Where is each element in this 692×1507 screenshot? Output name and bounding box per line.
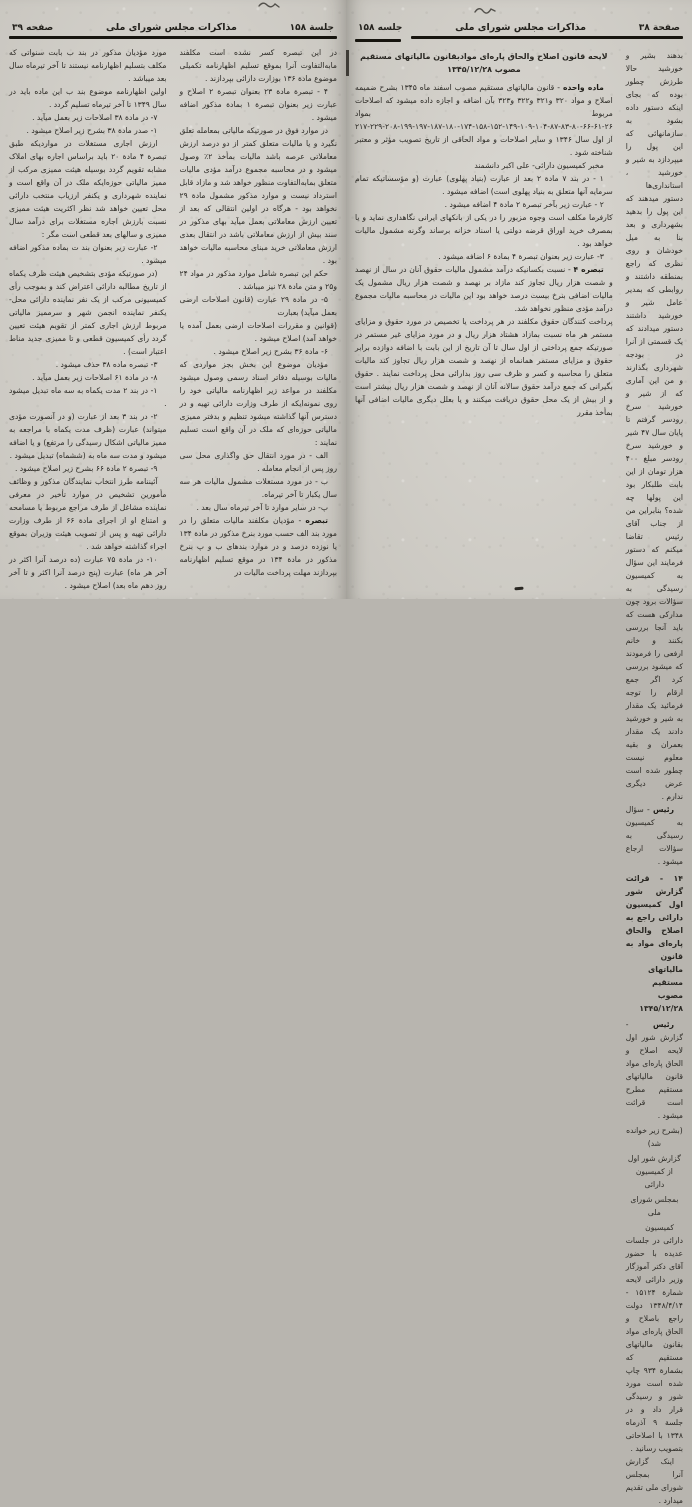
paragraph: ۱- در بند ۲ مدت یکماه به سه ماه تبدیل میشود . [9, 385, 167, 408]
journal-title: مذاکرات مجلس شورای ملی [455, 22, 587, 33]
paragraph: اینک گزارش آنرا بمجلس شورای ملی تقدیم میدارد . [625, 1456, 683, 1505]
paragraph: ۱ - در بند ۷ مادة ۲ بعد از عبارت (بنیاد پهلوی) عبارت (و مؤسساتیکه تمام سرمایه آنها متعلق به بنیاد پهلوی است) اضافه میشود . [355, 173, 613, 196]
paragraph: ۸- در مادة ۶۱ اصلاحات زیر بعمل میآید . [32, 372, 158, 382]
paragraph: ۴ - تبصرة مادة ۲۳ بعنوان تبصرة ۲ اصلاح و عبارت زیر بعنوان تبصرة ۱ بمادة مذکور اضافه میشود . [179, 86, 337, 122]
paragraph: الف - در مورد انتقال حق واگذاری محل سی روز پس از انجام معامله . [179, 450, 337, 473]
paragraph: ۲- در بند ۳ بعد از عبارت (و در آنصورت مؤدی میتواند) عبارت (ظرف مدت یکماه با مراجعه به ممیز مالیاتی اشکال رسیدگی را مرتفع) و یا اضافه میشود و مدت سه ماه به (ششماه) تبدیل میشود . [9, 411, 167, 460]
page-38 [346, 0, 692, 1505]
binding-mark-icon [258, 1, 280, 10]
page-39 [0, 0, 346, 599]
paragraph: ماده واحده - قانون مالیاتهای مستقیم مصوب اسفند ماه ۱۳۴۵ بشرح ضمیمه اصلاح و مواد ۳۲۰ و۳۲۱ و۳۲۲ و۳۲۳ بآن اضافه و اجازه داده میشود که اصلاحات مربوط بمواد ۲۶-۶۱-۶۶-۸۰-۸۳-۸۷-۱۰۴-۱۰۹-۱۴۹-۱۵۲-۱۵۸-۱۷۴-۱۸۰-۱۸۷-۱۹۷-۱۹۹-۲۰۸-۲۲۹-۲۱۷ از اول سال ۱۳۴۶ و سایر اصلاحات و مواد الحاقی از تاریخ تصویب مؤثر و معتبر شناخته شود . [355, 82, 613, 157]
column-left [355, 49, 613, 597]
page-header [9, 22, 337, 33]
binding-mark-icon [474, 6, 496, 15]
paragraph: تبصره - مؤدیان مکلفند مالیات متعلق را در مورد بند الف حسب مورد بنرخ مذکور در مادة ۱۳۴ یا نوزده درصد و در موارد بندهای ب و پ بنرخ مذکور در مادة ۱۳۴ در موقع تسلیم اظهارنامه بپردازند مهلت پرداخت مالیات در [179, 515, 337, 577]
column-right [625, 49, 684, 1505]
paragraph: (قوانین و مقررات اصلاحات ارضی بعمل آمده یا خواهد آمد) اصلاح میشود . [179, 320, 337, 343]
paragraph: ب - در مورد مستغلات مشمول مالیات هر سه سال یکبار تا آخر تیرماه. [179, 476, 337, 499]
page-header [355, 22, 683, 33]
paragraph: بدهند بشیر و خورشید حالا طرزش چطور بوده که بجای اینکه دستور داده بشود به سازمانهائی که این پول را میپردازد به شیر و خورشید ، استانداری‌ها دستور میدهند که این پول را بدهید بشهرداری و بعد بنا به میل خودشان و روی نظری که راجع بمنطقه داشتند و روابطی که بمدیر عامل شیر و خورشید داشتند دستور میدادند که یک قسمتی از آنرا در بودجه شهرداری بگذارند و من این آماری که از شیر و خورشید سرخ رودسر گرفتم تا پایان سال ۴۷ شیر و خورشید سرخ رودسر مبلغ ۴۰۰ هزار تومان از این بابت طلبکار بود این پولها چه شده؟ بنابراین من از جناب آقای رئیس تقاضا میکنم که دستور فرمایند این سؤال به کمیسیون رسیدگی به سؤالات برود چون مدارکی هست که باید آنجا بررسی بکنند و خانم ارفعی را فرمودند که میشود بررسی کرد اگر جمع ارقام را توجه فرمائید یک مقدار به شیر و خورشید دادند یک مقدار بعمران و بقیه معلوم نیست چطور شده است عرض دیگری ندارم . [625, 50, 683, 801]
page-number-label: صفحه ۳۹ [12, 23, 54, 33]
paragraph: ۷- در مادة ۳۸ اصلاحات زیر بعمل میآید . [32, 112, 158, 122]
paragraph: کمیسیون دارائی در جلسات عدیده با حضور آقای دکتر آموزگار وزیر دارائی لایحه شمارة ۱۵۱۲۴ - ۱۳۴۸/۴/۱۴ دولت راجع باصلاح و الحاق پاره‌ای مواد بقانون مالیاتهای مستقیم که بشمارة ۹۳۴ چاپ شده است مورد شور و رسیدگی قرار داد و در جلسة ۹ آذرماه ۱۳۴۸ با اصلاحاتی بتصویب رسانید . [625, 1222, 684, 1453]
header-rule-short [355, 39, 401, 42]
paragraph: رئیس - سؤال به کمیسیون رسیدگی به سؤالات ارجاع میشود . [625, 804, 683, 866]
paragraph: حکم این تبصره شامل موارد مذکور در مواد ۲۴ و۲۵ و متن مادة ۲۸ نیز میباشد . [179, 268, 337, 291]
paragraph: پ- در سایر موارد تا آخر تیرماه سال بعد . [196, 502, 328, 512]
session-label: جلسة ۱۵۸ [289, 23, 334, 33]
column-right [180, 46, 338, 594]
session-label: جلسه ۱۵۸ [358, 23, 403, 33]
page-number-label: صفحة ۳۸ [638, 23, 680, 33]
paragraph: ۹- تبصرة ۲ مادة ۶۶ بشرح زیر اصلاح میشود . [14, 463, 158, 473]
section-heading: لایحه قانون اصلاح والحاق پاره‌ای موادبقانون مالیاتهای مستقیم مصوب ۱۳۴۵/۱۲/۲۸ [360, 51, 608, 74]
paragraph: ۵- در مادة ۲۹ عبارت (قانون اصلاحات ارضی بعمل میآید) بعبارت [179, 294, 337, 317]
lead-term: رئیس [652, 1019, 674, 1029]
text-columns [9, 46, 337, 594]
paragraph: (بشرح زیر خوانده شد) [626, 1125, 683, 1148]
paragraph: آئیننامه طرز انتخاب نمایندگان مذکور و وظائف مأمورین تشخیص در موارد تأخیر در معرفی نماینده مشاغل از طرف مراجع مربوط یا مسامحه و امتناع او از اجرای مادة ۶۶ از طرف وزارت دارائی تهیه و پس از تصویب هیئت وزیران بموقع اجراء گذاشته خواهد شد . [9, 476, 167, 551]
lead-term: تبصره ۴ [573, 264, 604, 274]
paragraph: پرداخت کنندگان حقوق مکلفند در هر پرداخت یا تخصیص در مورد حقوق و مزایای مستمر هر ماه نسبت بمازاد هشتاد هزار ریال و در مورد مزایای غیر مستمر در صورتیکه جمع پرداختی از اول سال تا آن تاریخ از این بابت با اضافه دوازده برابر حقوق و مزایای مستمر همانماه از نهصد و شصت هزار ریال تجاوز کند مالیات متعلق را محاسبه و کسر و ظرف سی روز بدارائی محل پرداخت نمایند . حقوق بگیرانی که جمع درآمد حقوق سالانه آنان از نهصد و شصت هزار ریال بیشتر است و از بیش از یک محل حقوق دریافت میکنند و یا بعلل دیگری مالیات اضافی آنها بمأخذ مقرر [355, 316, 613, 417]
paragraph: رئیس - گزارش شور اول لایحه اصلاح و الحاق پاره‌ای مواد قانون مالیاتهای مستقیم مطرح است قرائت میشود . [625, 1019, 683, 1120]
header-rule [355, 36, 683, 42]
paragraph: در موارد فوق در صورتیکه مالیاتی بمعامله تعلق نگیرد و یا مالیات متعلق کمتر از دو درصد ارزش معاملاتی عرصه باشد مالیات بمأخذ ۲٪ وصول میشود و در محاسبه مجموع درآمد مؤدی مالیات متعلق بمابه‌التفاوت منظور خواهد شد و مازاد قابل استرداد نیست و موارد مذکور مشمول مادة ۲۹ نخواهد بود - هرگاه در اولین انتقالی که بعد از تعیین ارزش معاملاتی بعمل میآید بهای مذکور در سند بیش از ارزش معاملاتی باشد در انتقال بعدی ارزش معاملاتی خرید مبنای محاسبه مالیات خواهد بود . [179, 125, 337, 265]
paragraph: ۲ - عبارت زیر بآخر تبصرة ۲ مادة ۴ اضافه میشود . [444, 199, 604, 209]
paragraph: ۳- عبارت زیر بعنوان تبصرة ۴ بمادة ۶ اضافه میشود . [438, 251, 604, 261]
paragraph: تبصره ۴ - نسبت بکسانیکه درآمد مشمول مالیات حقوق آنان در سال از نهصد و شصت هزار ریال تجاوز کند مازاد بر نهصد و شصت هزار ریال مشمول یک مالیات اضافی بنرخ بیست درصد خواهد بود این مالیات در محاسبه مالیات مجموع درآمد مؤدی منظور نخواهد شد. [355, 264, 613, 313]
paragraph: ارزش اجاری مستغلات در مواردیکه طبق تبصرة ۴ مادة ۲۰ باید براساس اجاره بهای املاک مشابه تقویم گردد بوسیله هیئت ممیزی مرکب از ممیز مالیاتی حوزه‌ایکه ملک در آن واقع است و نماینده شهرداری و یکنفر ارزیاب منتخب دارائی محل تعیین خواهد شد نظر اکثریت هیئت ممیزی نسبت بارزش اجاره مستغلات برای درآمد سال ممیزی و سالهای بعد قطعی است مگر : [9, 138, 167, 239]
section-heading: ۱۴ - قرائت گزارش شور اول کمیسیون دارائی راجع به اصلاح والحاق پاره‌ای مواد به قانون مالیاتهای مستقیم مصوب ۱۳۴۵/۱۲/۲۸ [625, 873, 683, 1013]
paragraph: در این تبصره کسر نشده است مکلفند مابه‌التفاوت آنرا بموقع تسلیم اظهارنامه تکمیلی موضوع مادة ۱۳۶ بوزارت دارائی بپردازند . [179, 47, 337, 83]
paragraph: (در صورتیکه مؤدی بتشخیص هیئت ظرف یکماه از تاریخ مطالبه دارائی اعتراض کند و بموجب رأی کمیسیونی مرکب از یک نفر نماینده دارائی محل- یکنفر نماینده انجمن شهر و سرممیز مالیاتی مربوط ارزش اجاری کمتر از تقویم هیئت تعیین گردد رأی کمیسیون قطعی و تا ممیزی جدید مناط اعتبار است) . [9, 268, 167, 356]
paragraph: مخبر کمیسیون دارائی- علی اکبر دانشمند [474, 160, 604, 170]
paragraph: ۱۰- در مادة ۷۵ عبارت (ده درصد آنرا اکثر در آخر هر ماه) عبارت (پنج درصد آنرا اکثر و تا آخر روز دهم ماه بعد) اصلاح میشود . [9, 554, 167, 590]
paragraph: مؤدیان موضوع این بخش بجز مواردی که مالیات بوسیله دفاتر اسناد رسمی وصول میشود مکلفند در مواعد زیر اظهارنامه مالیاتی خود را روی نمونه‌ایکه از طرف وزارت دارائی تهیه و در دسترس آنها گذاشته میشود تنظیم و بدفتر ممیزی مالیاتی حوزه‌ای که ملک در آن واقع است تسلیم نمایند : [179, 359, 337, 447]
paragraph: کارفرما مکلف است وجوه مزبور را در یکی از بانکهای ایرانی نگاهداری نماید و یا بمصرف خرید اوراق قرضه دولتی یا اسناد خزانه برساند وگرنه مشمول مالیات خواهد بود . [355, 212, 613, 248]
paragraph: اولین اظهارنامه موضوع بند ب این ماده باید در سال ۱۳۴۹ تا آخر تیرماه تسلیم گردد . [9, 86, 167, 109]
lead-term: رئیس [652, 804, 674, 814]
gutter-mark [346, 50, 349, 76]
header-rule-long [411, 36, 683, 39]
paragraph: بمجلس شورای ملی [630, 1194, 679, 1217]
paragraph: ۲- عبارت زیر بعنوان بند ت بماده مذکور اضافه میشود . [9, 242, 167, 265]
column-left [9, 46, 167, 594]
paragraph: گزارش شور اول از کمیسیون دارائی [627, 1153, 681, 1189]
journal-title: مذاکرات مجلس شورای ملی [105, 22, 237, 33]
header-rule-full [9, 36, 337, 39]
paragraph: ۶- مادة ۳۶ بشرح زیر اصلاح میشود . [213, 346, 328, 356]
paragraph: ۱- صدر مادة ۳۸ بشرح زیر اصلاح میشود . [26, 125, 158, 135]
paragraph: مورد مؤدیان مذکور در بند ب بابت سنواتی که مکلف بتسلیم اظهارنامه نیستند تا آخر تیرماه سال بعد میباشد . [9, 47, 167, 83]
paragraph: ۳- تبصره ماده ۳۸ حذف میشود . [55, 359, 158, 369]
end-mark [514, 587, 523, 591]
lead-term: ماده واحده [562, 82, 604, 92]
lead-term: تبصره [305, 515, 328, 525]
header-rule [9, 36, 337, 39]
text-columns [355, 49, 684, 1505]
